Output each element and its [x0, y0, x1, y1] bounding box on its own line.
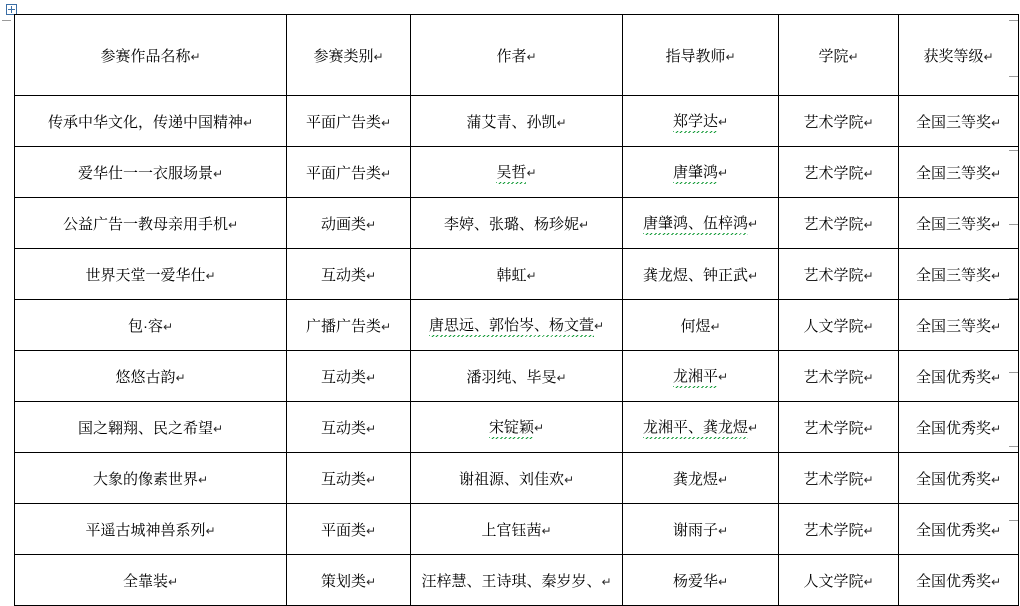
cell-author-text: 吴哲 — [496, 161, 526, 183]
cell-award[interactable] — [899, 300, 1019, 351]
cell-work_name[interactable] — [15, 249, 287, 300]
cell-category-text: 互动类 — [320, 419, 366, 437]
column-header-college[interactable] — [779, 15, 899, 96]
cell-category-text: 互动类 — [320, 266, 366, 284]
cell-advisor[interactable] — [623, 453, 779, 504]
cell-award-text: 全国三等奖 — [915, 113, 991, 131]
paragraph-mark: ↵ — [990, 115, 1002, 130]
paragraph-mark: ↵ — [380, 166, 392, 181]
table-row — [15, 453, 1019, 504]
cell-author-text: 汪梓慧、王诗琪、秦岁岁、 — [421, 572, 602, 590]
cell-work_name-text: 大象的像素世界 — [92, 470, 198, 488]
cell-work_name-text: 公益广告一教母亲用手机 — [62, 215, 228, 233]
cell-award-text: 全国优秀奖 — [915, 470, 991, 488]
paragraph-mark: ↵ — [990, 217, 1002, 232]
paragraph-mark: ↵ — [365, 268, 377, 283]
paragraph-mark: ↵ — [380, 319, 392, 334]
paragraph-mark: ↵ — [990, 472, 1002, 487]
cell-work_name[interactable] — [15, 147, 287, 198]
paragraph-mark: ↵ — [747, 217, 759, 231]
paragraph-mark: ↵ — [212, 166, 224, 181]
paragraph-mark: ↵ — [190, 49, 201, 64]
cell-college-text: 艺术学院 — [803, 164, 864, 182]
cell-award-text: 全国三等奖 — [915, 317, 991, 335]
cell-advisor[interactable] — [623, 96, 779, 147]
paragraph-mark: ↵ — [717, 166, 729, 180]
paragraph-mark: ↵ — [533, 421, 545, 435]
cell-advisor[interactable] — [623, 300, 779, 351]
cell-college-text: 人文学院 — [803, 572, 864, 590]
paragraph-mark: ↵ — [990, 370, 1002, 385]
cell-category[interactable] — [287, 453, 411, 504]
table-row — [15, 147, 1019, 198]
cell-college[interactable] — [779, 300, 899, 351]
paragraph-mark: ↵ — [380, 115, 392, 130]
paragraph-mark: ↵ — [365, 523, 377, 538]
paragraph-mark: ↵ — [162, 319, 174, 334]
cell-award-text: 全国优秀奖 — [915, 368, 991, 386]
cell-category-text: 策划类 — [320, 572, 366, 590]
cell-category-text: 平面类 — [320, 521, 366, 539]
cell-category[interactable] — [287, 402, 411, 453]
column-header-award-text: 获奖等级 — [923, 47, 984, 65]
paragraph-mark: ↵ — [526, 49, 537, 64]
cell-work_name[interactable] — [15, 198, 287, 249]
cell-author[interactable] — [411, 351, 623, 402]
cell-college[interactable] — [779, 504, 899, 555]
cell-work_name-text: 传承中华文化，传递中国精神 — [47, 113, 243, 131]
cell-award[interactable] — [899, 147, 1019, 198]
cell-award-text: 全国三等奖 — [915, 266, 991, 284]
paragraph-mark: ↵ — [212, 421, 224, 436]
paragraph-mark: ↵ — [563, 472, 575, 487]
cell-award[interactable] — [899, 249, 1019, 300]
cell-work_name-text: 包·容 — [127, 317, 163, 335]
cell-advisor[interactable] — [623, 555, 779, 606]
cell-advisor-text: 龚龙煜、钟正武 — [642, 266, 748, 284]
paragraph-mark: ↵ — [373, 49, 384, 64]
cell-category-text: 互动类 — [320, 368, 366, 386]
paragraph-mark: ↵ — [747, 421, 759, 435]
column-header-work_name[interactable] — [15, 15, 287, 96]
cell-author-text: 谢祖源、刘佳欢 — [458, 470, 564, 488]
cell-work_name-text: 国之翱翔、民之希望 — [77, 419, 213, 437]
column-header-category-text: 参赛类别 — [313, 47, 374, 65]
column-header-advisor-text: 指导教师 — [665, 47, 726, 65]
paragraph-mark: ↵ — [863, 268, 874, 283]
cell-category[interactable] — [287, 96, 411, 147]
cell-advisor-text: 龚龙煜 — [672, 470, 718, 488]
cell-work_name[interactable] — [15, 504, 287, 555]
cell-advisor[interactable] — [623, 198, 779, 249]
table-header-row — [15, 15, 1019, 96]
cell-category[interactable] — [287, 300, 411, 351]
cell-college-text: 艺术学院 — [803, 215, 864, 233]
paragraph-mark: ↵ — [863, 370, 874, 385]
cell-advisor[interactable] — [623, 249, 779, 300]
paragraph-mark: ↵ — [863, 115, 874, 130]
cell-award-text: 全国优秀奖 — [915, 572, 991, 590]
paragraph-mark: ↵ — [175, 370, 186, 385]
paragraph-mark: ↵ — [541, 523, 552, 538]
cell-advisor-text: 谢雨子 — [672, 521, 718, 539]
cell-author[interactable] — [411, 402, 623, 453]
cell-category[interactable] — [287, 351, 411, 402]
paragraph-mark: ↵ — [205, 523, 216, 538]
cell-work_name[interactable] — [15, 402, 287, 453]
cell-work_name-text: 爱华仕一一衣服场景 — [77, 164, 213, 182]
paragraph-mark: ↵ — [863, 574, 874, 589]
paragraph-mark: ↵ — [990, 268, 1002, 283]
paragraph-mark: ↵ — [725, 49, 736, 64]
cell-category[interactable] — [287, 198, 411, 249]
cell-author-text: 唐思远、郭怡岑、杨文萱 — [429, 314, 594, 336]
paragraph-mark: ↵ — [863, 472, 874, 487]
cell-award[interactable] — [899, 351, 1019, 402]
cell-award-text: 全国优秀奖 — [915, 419, 991, 437]
table-row — [15, 402, 1019, 453]
cell-author[interactable] — [411, 453, 623, 504]
cell-advisor-text: 唐肇鸿、伍梓鸿 — [643, 212, 748, 234]
paragraph-mark: ↵ — [863, 217, 874, 232]
cell-work_name[interactable] — [15, 351, 287, 402]
paragraph-mark: ↵ — [990, 319, 1002, 334]
paragraph-mark: ↵ — [526, 166, 537, 180]
cell-category[interactable] — [287, 504, 411, 555]
paragraph-mark: ↵ — [197, 472, 209, 487]
cell-award[interactable] — [899, 402, 1019, 453]
award-table — [14, 14, 1019, 606]
cell-award-text: 全国三等奖 — [915, 164, 991, 182]
cell-advisor[interactable] — [623, 504, 779, 555]
cell-author-text: 宋锭颖 — [489, 416, 534, 438]
paragraph-mark: ↵ — [710, 319, 721, 334]
cell-college[interactable] — [779, 402, 899, 453]
column-header-work_name-text: 参赛作品名称 — [100, 47, 191, 65]
cell-author-text: 韩虹 — [496, 266, 527, 284]
table-row — [15, 351, 1019, 402]
table-row — [15, 249, 1019, 300]
cell-advisor-text: 何煜 — [680, 317, 711, 335]
cell-college[interactable] — [779, 351, 899, 402]
cell-work_name[interactable] — [15, 300, 287, 351]
cell-award[interactable] — [899, 555, 1019, 606]
column-header-advisor[interactable] — [623, 15, 779, 96]
cell-college-text: 艺术学院 — [803, 521, 864, 539]
cell-work_name-text: 悠悠古韵 — [115, 368, 176, 386]
paragraph-mark: ↵ — [556, 370, 567, 385]
cell-work_name-text: 平遥古城神兽系列 — [85, 521, 206, 539]
cell-author[interactable] — [411, 555, 623, 606]
paragraph-mark: ↵ — [593, 319, 605, 333]
paragraph-mark: ↵ — [227, 217, 239, 232]
paragraph-mark: ↵ — [983, 49, 994, 64]
paragraph-mark: ↵ — [717, 370, 729, 384]
column-header-author[interactable] — [411, 15, 623, 96]
cell-advisor-text: 龙湘平、龚龙煜 — [643, 416, 748, 438]
paragraph-mark: ↵ — [365, 370, 377, 385]
table-row — [15, 300, 1019, 351]
paragraph-mark: ↵ — [863, 166, 874, 181]
table-row — [15, 96, 1019, 147]
paragraph-mark: ↵ — [365, 421, 377, 436]
paragraph-mark: ↵ — [863, 523, 874, 538]
cell-college[interactable] — [779, 555, 899, 606]
cell-award-text: 全国优秀奖 — [915, 521, 991, 539]
cell-work_name-text: 世界天堂一爱华仕 — [85, 266, 206, 284]
cell-author-text: 蒲艾青、孙凯 — [466, 113, 557, 131]
cell-advisor-text: 龙湘平 — [673, 365, 718, 387]
cell-author[interactable] — [411, 504, 623, 555]
cell-category-text: 动画类 — [320, 215, 366, 233]
cell-work_name[interactable] — [15, 555, 287, 606]
paragraph-mark: ↵ — [990, 574, 1002, 589]
paragraph-mark: ↵ — [717, 523, 729, 538]
paragraph-mark: ↵ — [365, 217, 377, 232]
paragraph-mark: ↵ — [863, 319, 874, 334]
table-row — [15, 555, 1019, 606]
cell-advisor-text: 杨爱华 — [672, 572, 718, 590]
column-header-category[interactable] — [287, 15, 411, 96]
cell-author[interactable] — [411, 249, 623, 300]
paragraph-mark: ↵ — [167, 574, 179, 589]
cell-author[interactable] — [411, 300, 623, 351]
paragraph-mark: ↵ — [365, 574, 377, 589]
paragraph-mark: ↵ — [990, 166, 1002, 181]
cell-award-text: 全国三等奖 — [915, 215, 991, 233]
cell-advisor-text: 郑学达 — [673, 110, 718, 132]
cell-author-text: 潘羽纯、毕旻 — [466, 368, 557, 386]
cell-advisor-text: 唐肇鸿 — [673, 161, 718, 183]
cell-college-text: 艺术学院 — [803, 113, 864, 131]
award-table-container — [14, 14, 1002, 606]
cell-author-text: 上官钰茜 — [481, 521, 542, 539]
cell-author[interactable] — [411, 96, 623, 147]
paragraph-mark: ↵ — [601, 574, 612, 589]
page-edge-tick — [2, 20, 11, 21]
cell-category[interactable] — [287, 555, 411, 606]
cell-college[interactable] — [779, 147, 899, 198]
cell-author[interactable] — [411, 147, 623, 198]
cell-work_name[interactable] — [15, 96, 287, 147]
cell-author[interactable] — [411, 198, 623, 249]
paragraph-mark: ↵ — [242, 115, 254, 130]
paragraph-mark: ↵ — [578, 217, 590, 232]
paragraph-mark: ↵ — [990, 523, 1002, 538]
paragraph-mark: ↵ — [990, 421, 1002, 436]
cell-award[interactable] — [899, 198, 1019, 249]
column-header-author-text: 作者 — [496, 47, 527, 65]
cell-category[interactable] — [287, 249, 411, 300]
cell-college-text: 艺术学院 — [803, 470, 864, 488]
cell-advisor[interactable] — [623, 351, 779, 402]
cell-category[interactable] — [287, 147, 411, 198]
paragraph-mark: ↵ — [526, 268, 537, 283]
cell-category-text: 平面广告类 — [305, 164, 381, 182]
cell-college[interactable] — [779, 453, 899, 504]
cell-college[interactable] — [779, 249, 899, 300]
paragraph-mark: ↵ — [848, 49, 859, 64]
paragraph-mark: ↵ — [556, 115, 567, 130]
cell-advisor[interactable] — [623, 402, 779, 453]
cell-category-text: 平面广告类 — [305, 113, 381, 131]
table-row — [15, 198, 1019, 249]
cell-award[interactable] — [899, 453, 1019, 504]
paragraph-mark: ↵ — [863, 421, 874, 436]
cell-award[interactable] — [899, 96, 1019, 147]
column-header-award[interactable] — [899, 15, 1019, 96]
cell-work_name[interactable] — [15, 453, 287, 504]
paragraph-mark: ↵ — [365, 472, 377, 487]
cell-work_name-text: 全靠装 — [122, 572, 168, 590]
cell-college[interactable] — [779, 198, 899, 249]
cell-college-text: 艺术学院 — [803, 266, 864, 284]
table-row — [15, 504, 1019, 555]
cell-advisor[interactable] — [623, 147, 779, 198]
paragraph-mark: ↵ — [717, 574, 729, 589]
paragraph-mark: ↵ — [205, 268, 216, 283]
cell-author-text: 李婷、张璐、杨珍妮 — [443, 215, 579, 233]
cell-college-text: 人文学院 — [803, 317, 864, 335]
paragraph-mark: ↵ — [717, 115, 729, 129]
cell-college[interactable] — [779, 96, 899, 147]
column-header-college-text: 学院 — [818, 47, 849, 65]
cell-category-text: 广播广告类 — [305, 317, 381, 335]
cell-award[interactable] — [899, 504, 1019, 555]
paragraph-mark: ↵ — [717, 472, 729, 487]
cell-college-text: 艺术学院 — [803, 419, 864, 437]
paragraph-mark: ↵ — [747, 268, 759, 283]
cell-category-text: 互动类 — [320, 470, 366, 488]
cell-college-text: 艺术学院 — [803, 368, 864, 386]
